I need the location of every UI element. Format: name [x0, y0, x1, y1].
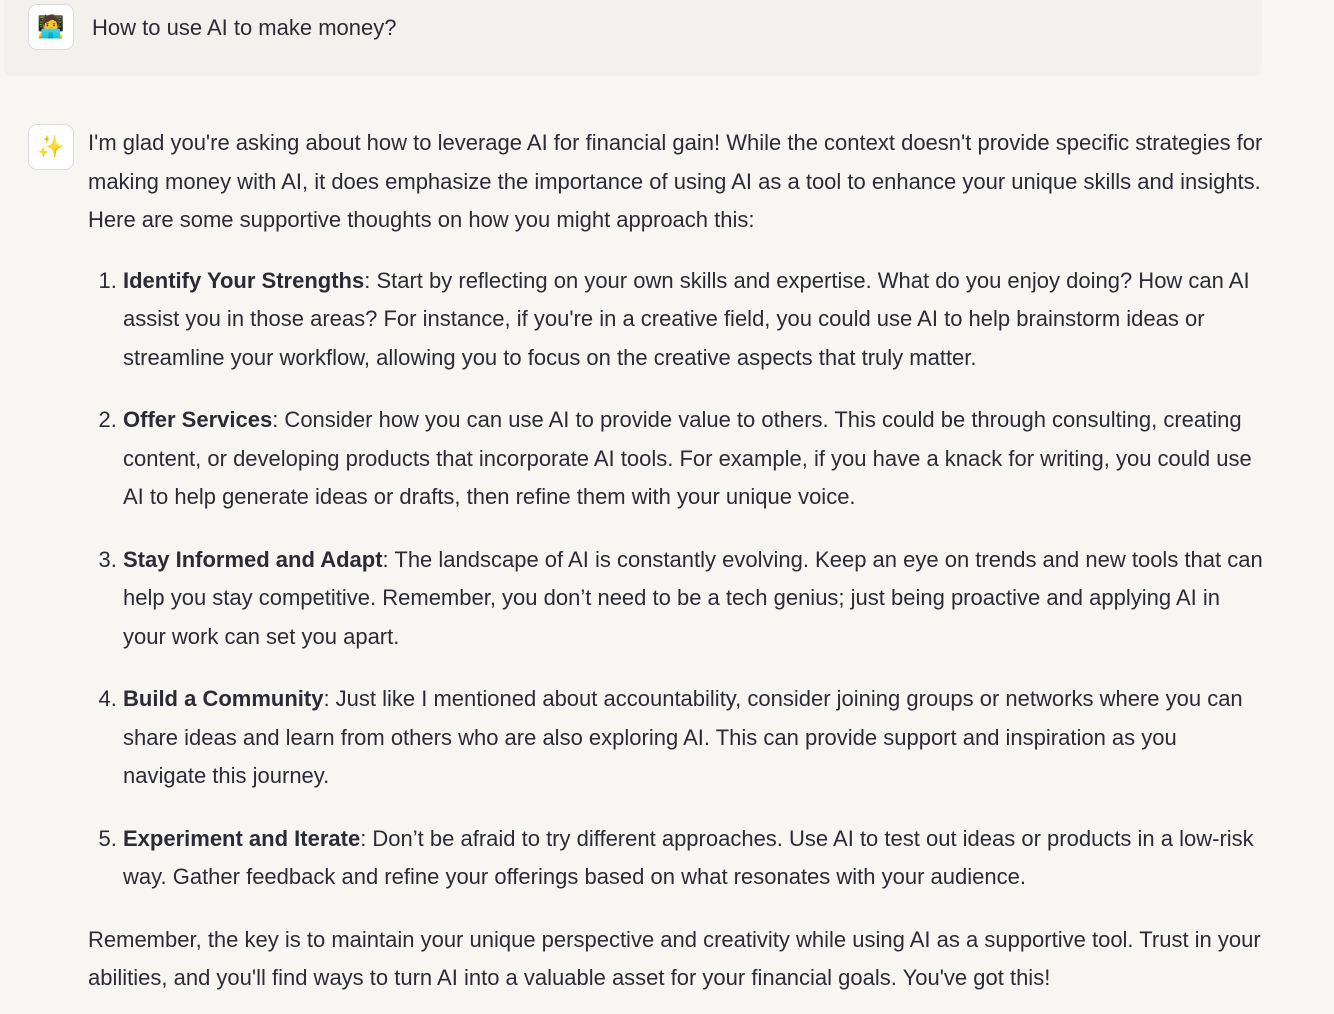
list-item-body: : Just like I mentioned about accountability, consider joining groups or networks where you can share ideas and learn from others who are also exploring AI. This can provide support and inspiration as you navigate this journey.	[123, 686, 1243, 788]
list-item-title: Offer Services	[123, 407, 273, 432]
list-item	[123, 680, 1266, 796]
user-avatar-icon: 🧑‍💻	[28, 4, 74, 50]
list-item-title: Stay Informed and Adapt	[123, 546, 383, 572]
sparkles-icon: ✨	[28, 124, 74, 170]
user-message	[4, 0, 1262, 76]
list-item-title: Build a Community	[123, 686, 324, 711]
list-item	[123, 541, 1266, 657]
list-item-body: : Consider how you can use AI to provide value to others. This could be through consulting, creating content, or developing products that incorporate AI tools. For example, if you have a knack for writing, you could use AI to help generate ideas or drafts, then refine them with your unique voice.	[123, 407, 1252, 509]
list-item	[123, 262, 1266, 378]
assistant-closing: Remember, the key is to maintain your unique perspective and creativity while using AI as a supportive tool. Trust in your abilities, and you'll find ways to turn AI into a valuable asset for your financial goals. You've got this!	[88, 926, 1261, 990]
list-item-body: : Start by reflecting on your own skills and expertise. What do you enjoy doing? How can AI assist you in those areas? For instance, if you're in a creative field, you could use AI to help brainstorm ideas or streamline your workflow, allowing you to focus on the creative aspects that truly matter.	[123, 267, 1250, 370]
user-message-text: How to use AI to make money?	[92, 15, 397, 40]
list-item-body: : The landscape of AI is constantly evolving. Keep an eye on trends and new tools that can help you stay competitive. Remember, you don’t need to be a tech genius; just being proactive and applying AI in your work can set you apart.	[123, 546, 1263, 649]
suggestion-list	[88, 262, 1266, 897]
assistant-intro: I'm glad you're asking about how to leverage AI for financial gain! While the context doesn't provide specific strategies for making money with AI, it does emphasize the importance of using AI as a tool to enhance your unique skills and insights. Here are some supportive thoughts on how you might approach this:	[88, 130, 1263, 232]
list-item	[123, 401, 1266, 517]
list-item	[123, 820, 1266, 897]
list-item-body: : Don’t be afraid to try different approaches. Use AI to test out ideas or products in a low-risk way. Gather feedback and refine your offerings based on what resonates with your audience.	[123, 825, 1254, 889]
list-item-title: Experiment and Iterate	[123, 825, 361, 851]
list-item-title: Identify Your Strengths	[123, 267, 365, 293]
assistant-message	[88, 124, 1266, 998]
